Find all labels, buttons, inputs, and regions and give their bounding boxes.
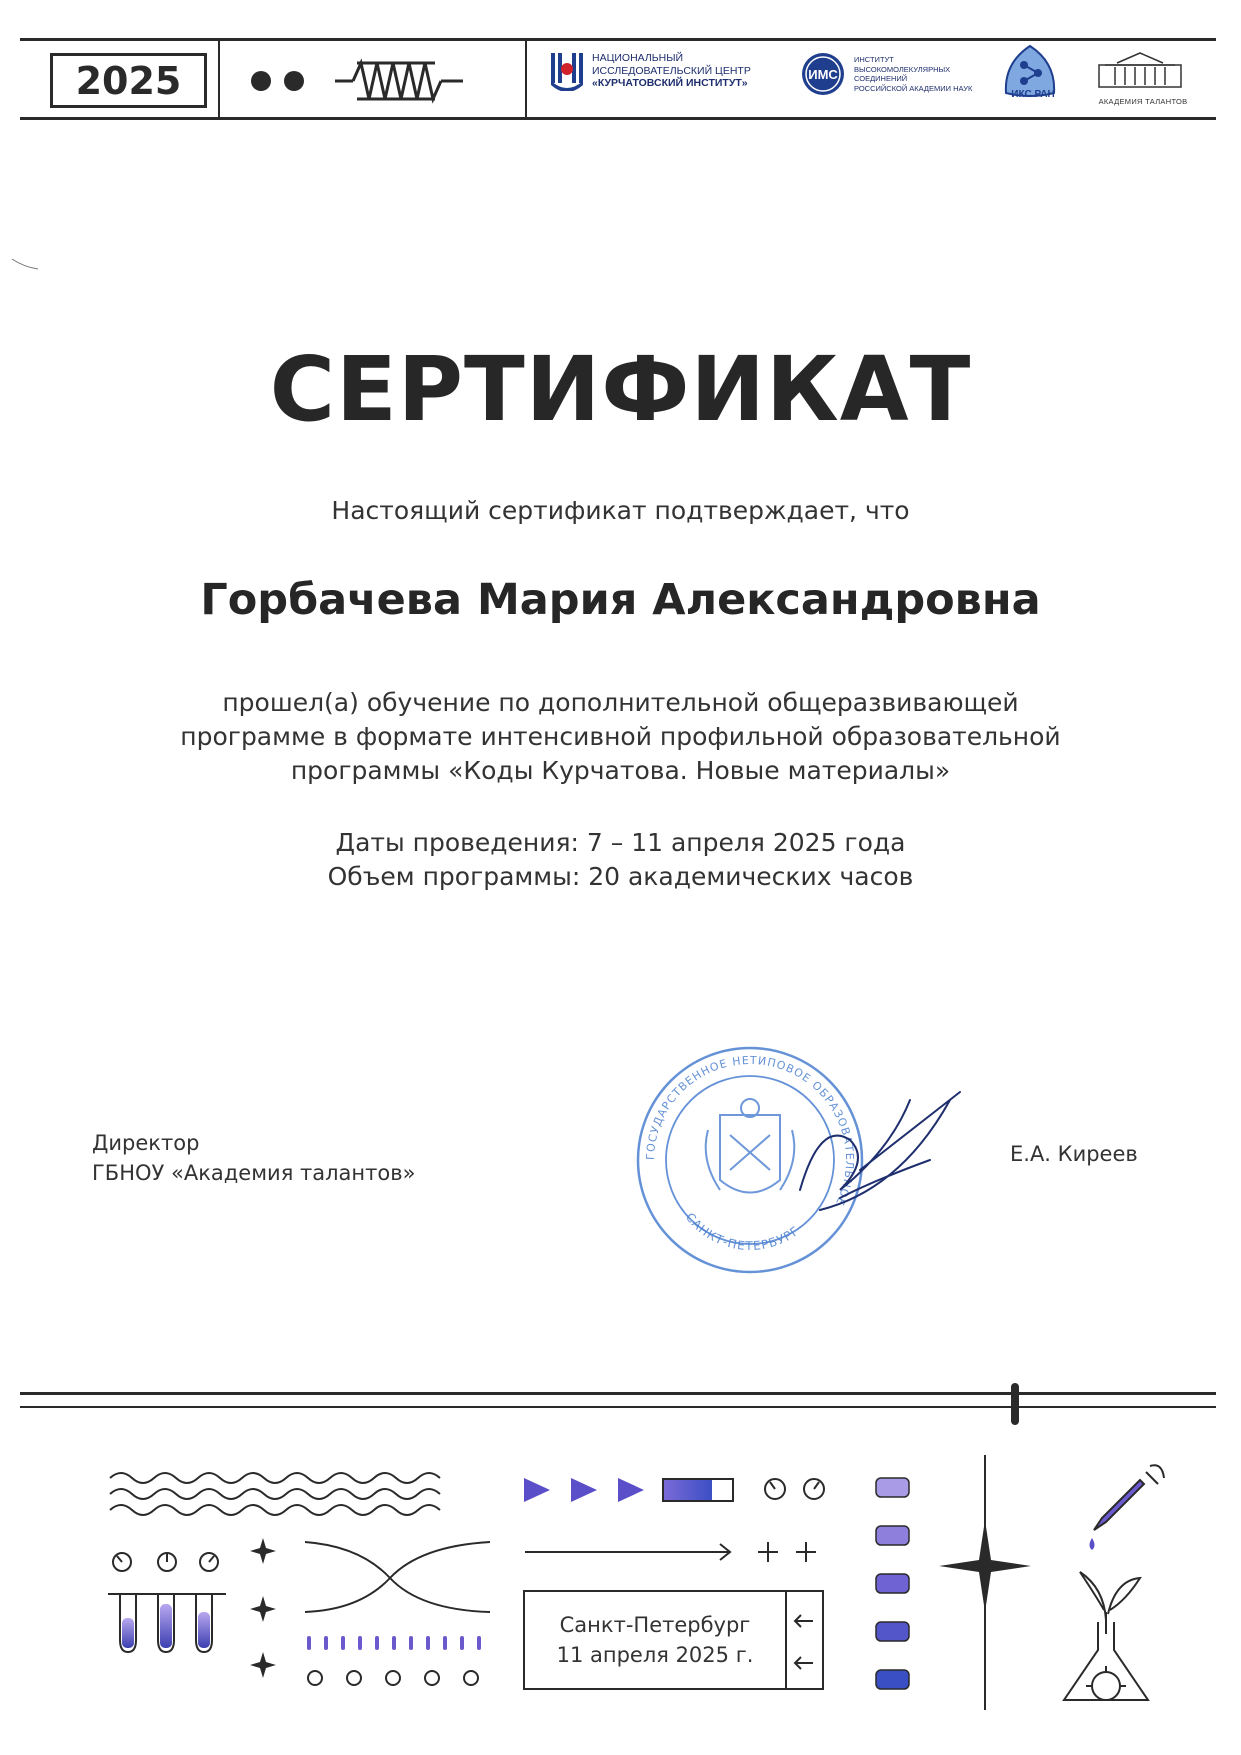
- signatory-organization: ГБНОУ «Академия талантов»: [92, 1161, 416, 1185]
- header-divider: [218, 41, 220, 117]
- academy-label: АКАДЕМИЯ ТАЛАНТОВ: [1098, 97, 1188, 106]
- ikc-logo: [1000, 43, 1066, 100]
- header-divider: [525, 41, 527, 117]
- kurchatov-line3: «КУРЧАТОВСКИЙ ИНСТИТУТ»: [592, 77, 748, 90]
- kurchatov-line1: НАЦИОНАЛЬНЫЙ: [592, 52, 684, 65]
- footer-divider-marker: [1010, 1382, 1020, 1426]
- description-line: программе в формате интенсивной профильной образовательной: [180, 722, 1061, 751]
- ims-line3: СОЕДИНЕНИЙ: [854, 74, 908, 83]
- handwritten-signature: [780, 1080, 970, 1220]
- signatory-position: Директор: [92, 1131, 200, 1155]
- issue-date: 11 апреля 2025 г.: [556, 1643, 754, 1667]
- program-description: [0, 686, 1241, 788]
- header-decoration-icon: [245, 55, 505, 110]
- city-box-divider: [785, 1592, 787, 1688]
- ims-mark: ИМС: [808, 67, 838, 82]
- ims-logo-icon: [800, 51, 846, 97]
- confirms-text: Настоящий сертификат подтверждает, что: [331, 496, 910, 525]
- year-badge: 2025: [50, 53, 207, 108]
- certificate-title: СЕРТИФИКАТ: [269, 337, 972, 441]
- kurchatov-line2: ИССЛЕДОВАТЕЛЬСКИЙ ЦЕНТР: [592, 64, 751, 77]
- issue-city: Санкт-Петербург: [559, 1613, 751, 1637]
- ims-line2: ВЫСОКОМОЛЕКУЛЯРНЫХ: [854, 64, 951, 74]
- signatory-name: Е.А. Киреев: [1010, 1142, 1138, 1166]
- academy-building-icon: [1095, 49, 1185, 93]
- scan-mark: [10, 255, 40, 275]
- kurchatov-logo: [550, 51, 751, 91]
- header-strip: [20, 38, 1216, 120]
- ims-logo: [800, 51, 972, 97]
- stamp-outer-text: ГОСУДАРСТВЕННОЕ НЕТИПОВОЕ ОБРАЗОВАТЕЛЬНОЕ: [643, 1053, 857, 1209]
- recipient-name: Горбачева Мария Александровна: [200, 575, 1041, 625]
- ims-line4: РОССИЙСКОЙ АКАДЕМИИ НАУК: [854, 83, 973, 93]
- ims-line1: ИНСТИТУТ: [854, 55, 894, 64]
- program-details: [0, 826, 1241, 894]
- academy-logo: [1095, 49, 1191, 106]
- footer-divider: [20, 1392, 1216, 1408]
- kurchatov-logo-icon: [550, 51, 584, 91]
- stamp-city-text: САНКТ-ПЕТЕРБУРГ: [682, 1210, 803, 1254]
- description-line: прошел(а) обучение по дополнительной общеразвивающей: [222, 688, 1019, 717]
- description-line: программы «Коды Курчатова. Новые материалы»: [290, 756, 951, 785]
- ikc-label: ИКС РАН: [1011, 89, 1055, 100]
- signatory-block: [92, 1128, 415, 1188]
- city-date-box: [523, 1590, 824, 1690]
- dates-line: Даты проведения: 7 – 11 апреля 2025 года: [335, 828, 906, 857]
- volume-line: Объем программы: 20 академических часов: [327, 862, 914, 891]
